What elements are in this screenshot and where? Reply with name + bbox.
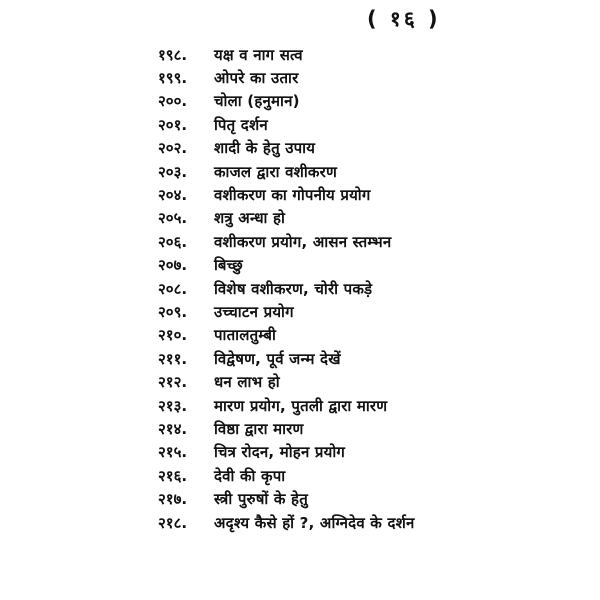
toc-entry	[150, 230, 450, 253]
entry-number: १९९.	[158, 69, 188, 88]
entry-number: २१४.	[158, 419, 188, 438]
entry-title: बिच्छु	[214, 256, 243, 275]
toc-entry	[150, 487, 450, 510]
entry-title: उच्चाटन प्रयोग	[214, 302, 294, 321]
entry-title: वशीकरण प्रयोग, आसन स्तम्भन	[214, 232, 392, 251]
entry-title: चोला (हनुमान)	[214, 92, 300, 111]
entry-number: २०९.	[158, 302, 188, 321]
entry-title: अदृश्य कैसे हों ?, अग्निदेव के दर्शन	[214, 513, 415, 532]
entry-number: २०४.	[158, 186, 188, 205]
entry-number: २१०.	[158, 326, 188, 345]
entry-number: २०२.	[158, 139, 188, 158]
toc-entry	[150, 370, 450, 393]
entry-title: वशीकरण का गोपनीय प्रयोग	[214, 186, 371, 205]
entry-number: २१८.	[158, 513, 188, 532]
entry-number: २०५.	[158, 209, 188, 228]
entry-number: १९८.	[158, 45, 188, 64]
toc-entry	[150, 137, 450, 160]
toc-entry	[150, 160, 450, 183]
page-number: ( १६ )	[367, 7, 441, 31]
entry-title: स्त्री पुरुषों के हेतु	[214, 490, 308, 509]
table-of-contents	[150, 43, 450, 534]
toc-entry	[150, 324, 450, 347]
toc-entry	[150, 394, 450, 417]
toc-entry	[150, 43, 450, 66]
entry-title: ओपरे का उतार	[214, 69, 299, 88]
entry-title: पातालतुम्बी	[214, 326, 277, 345]
toc-entry	[150, 277, 450, 300]
entry-title: शादी के हेतु उपाय	[214, 139, 316, 158]
toc-entry	[150, 511, 450, 534]
toc-entry	[150, 300, 450, 323]
toc-entry	[150, 254, 450, 277]
toc-entry	[150, 113, 450, 136]
entry-number: २१७.	[158, 490, 188, 509]
document-page	[150, 0, 450, 600]
entry-title: पितृ दर्शन	[214, 115, 268, 134]
entry-number: २०६.	[158, 232, 188, 251]
entry-title: यक्ष व नाग सत्व	[214, 45, 303, 64]
entry-number: २०८.	[158, 279, 188, 298]
toc-entry	[150, 183, 450, 206]
entry-number: २०७.	[158, 256, 188, 275]
toc-entry	[150, 90, 450, 113]
toc-entry	[150, 417, 450, 440]
toc-entry	[150, 464, 450, 487]
toc-entry	[150, 66, 450, 89]
entry-title: धन लाभ हो	[214, 373, 280, 392]
toc-entry	[150, 347, 450, 370]
entry-title: विष्ठा द्वारा मारण	[214, 419, 304, 438]
entry-number: २१५.	[158, 443, 188, 462]
entry-number: २११.	[158, 349, 188, 368]
entry-number: २१६.	[158, 466, 188, 485]
toc-entry	[150, 207, 450, 230]
entry-title: शत्रु अन्धा हो	[214, 209, 286, 228]
entry-number: २०३.	[158, 162, 188, 181]
toc-entry	[150, 441, 450, 464]
entry-number: २००.	[158, 92, 188, 111]
entry-title: चित्र रोदन, मोहन प्रयोग	[214, 443, 346, 462]
entry-number: २१२.	[158, 373, 188, 392]
entry-title: विशेष वशीकरण, चोरी पकड़े	[214, 279, 373, 298]
entry-title: काजल द्वारा वशीकरण	[214, 162, 338, 181]
entry-title: विद्वेषण, पूर्व जन्म देखें	[214, 349, 341, 368]
entry-number: २०१.	[158, 115, 188, 134]
entry-title: देवी की कृपा	[214, 466, 286, 485]
entry-title: मारण प्रयोग, पुतली द्वारा मारण	[214, 396, 388, 415]
entry-number: २१३.	[158, 396, 188, 415]
